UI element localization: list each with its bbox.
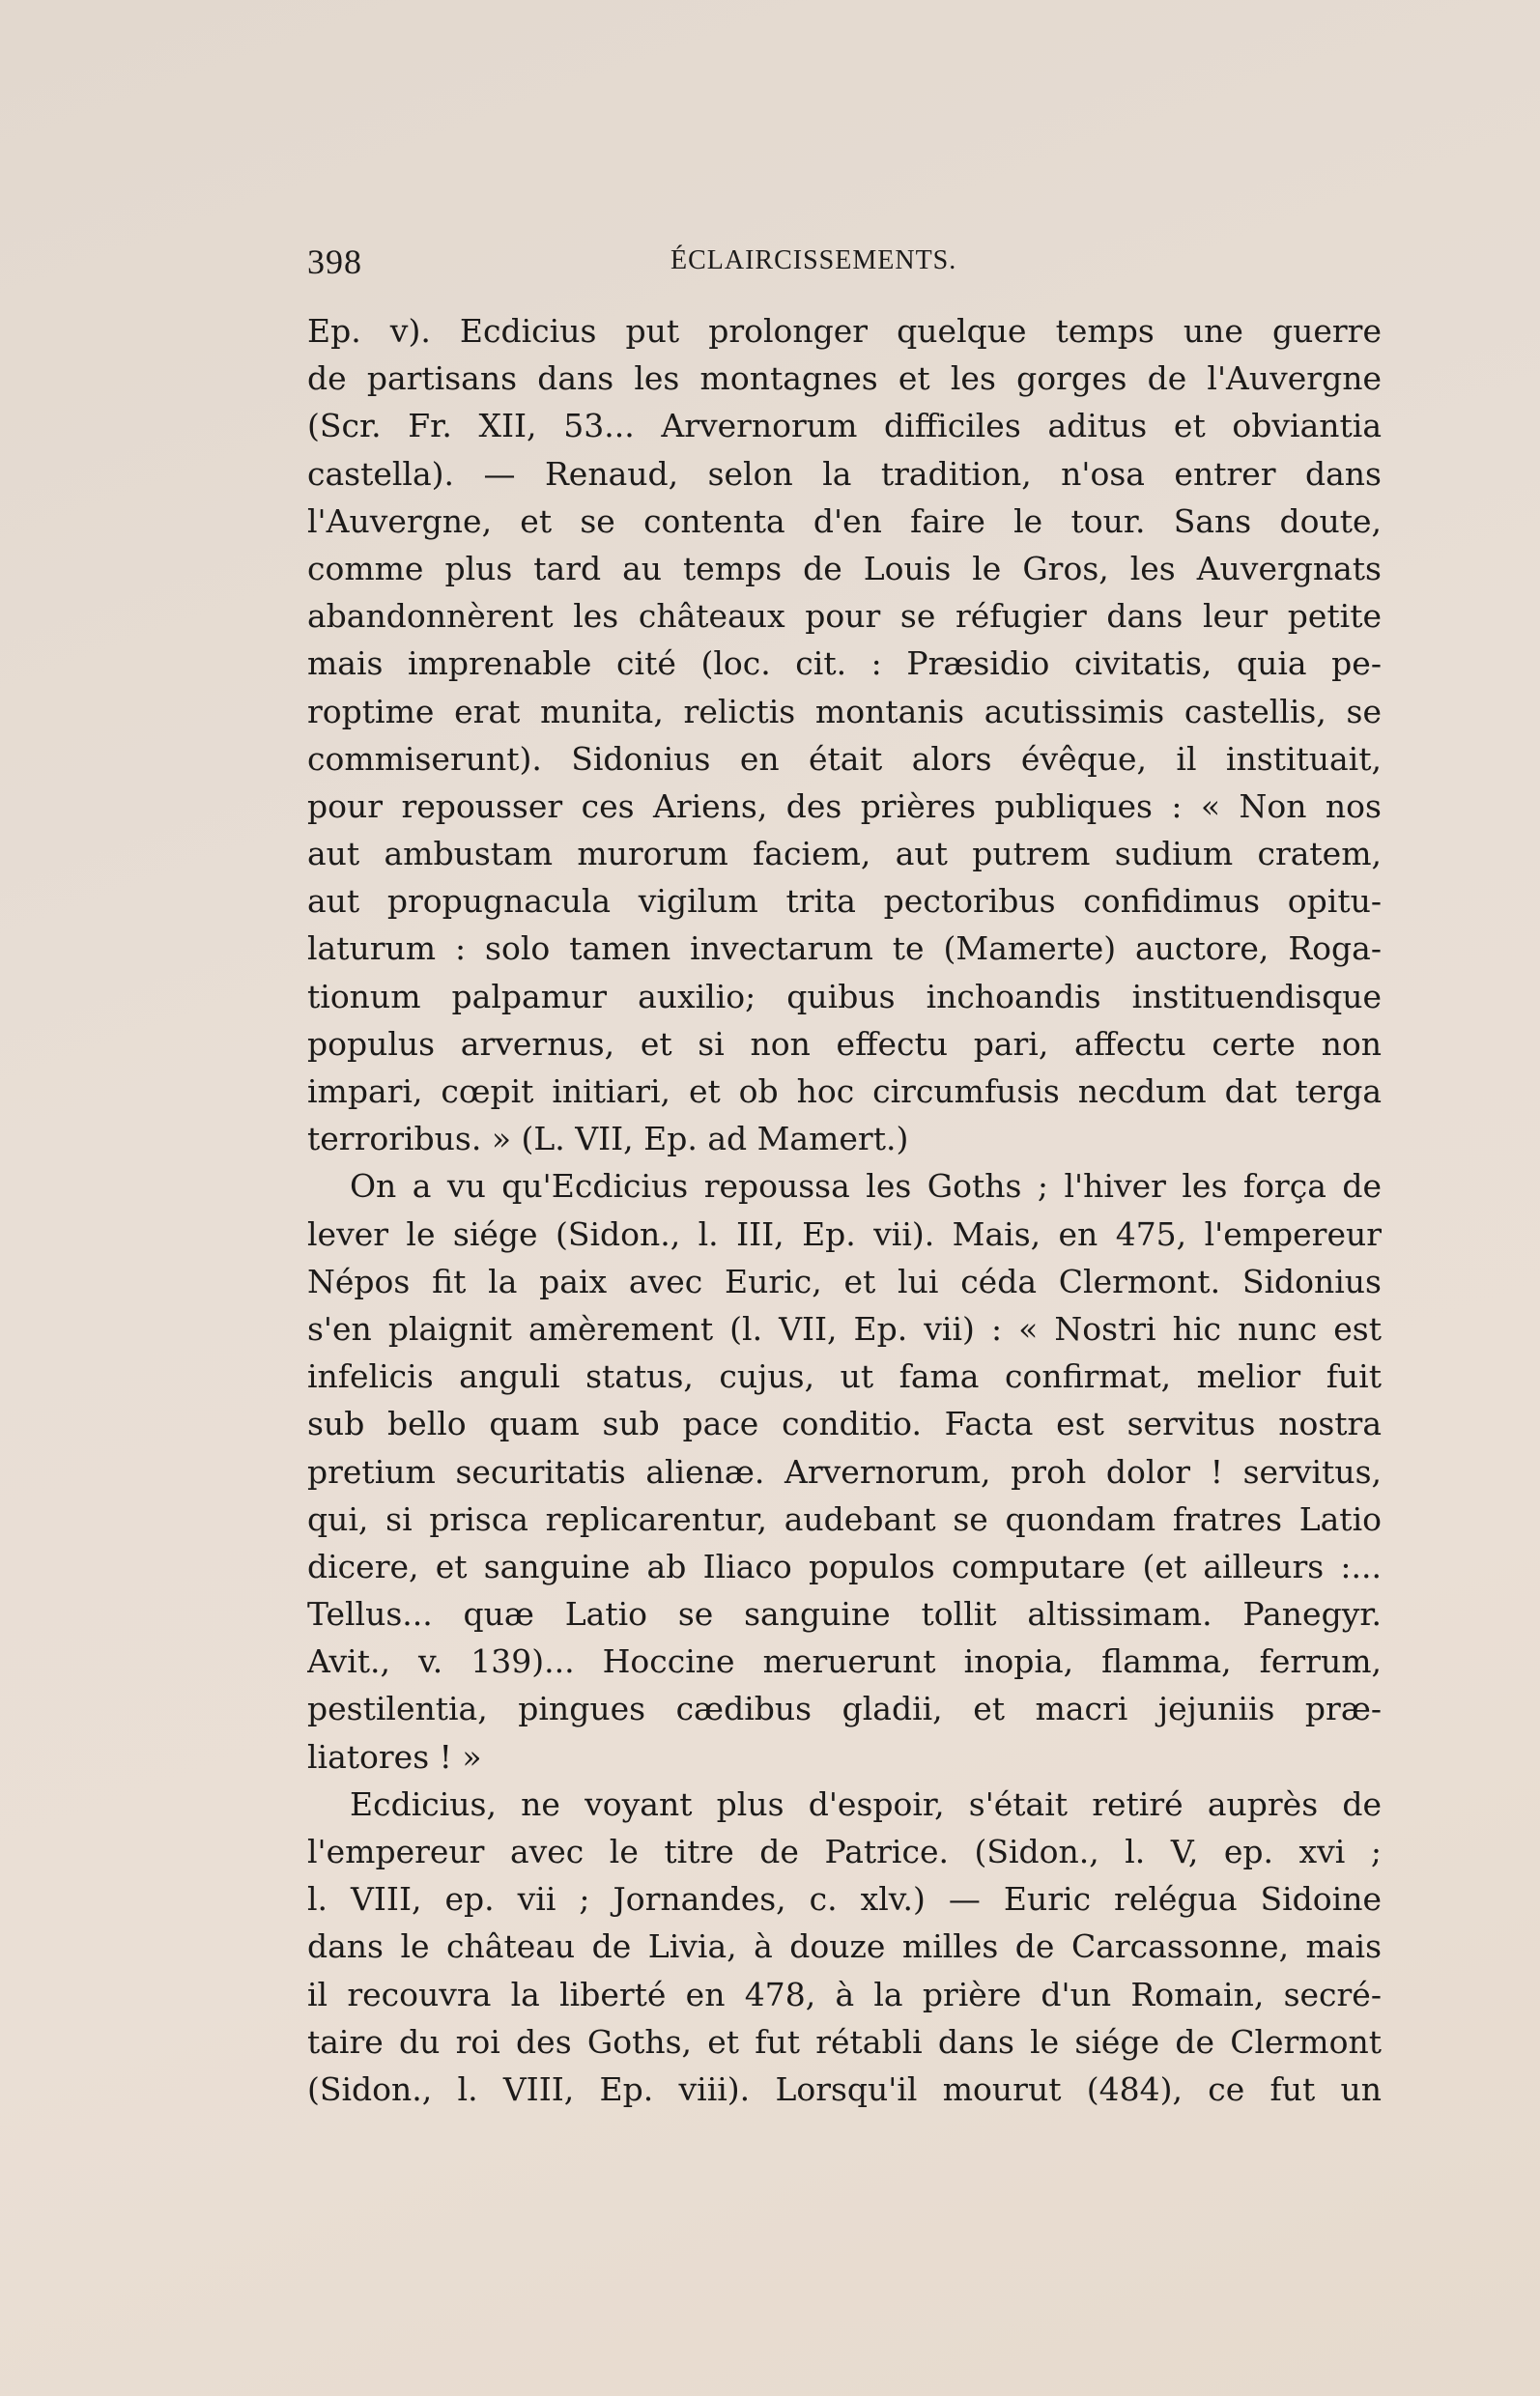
text-line: taire du roi des Goths, et fut rétabli dans le siége de Clermont [307, 2022, 1382, 2061]
text-line: mais imprenable cité (loc. cit. : Præsidio civitatis, quia pe- [307, 644, 1382, 683]
text-line: il recouvra la liberté en 478, à la prière d'un Romain, secré- [307, 1975, 1382, 2013]
text-line: (Sidon., l. VIII, Ep. viii). Lorsqu'il mourut (484), ce fut un [307, 2069, 1382, 2108]
text-line: infelicis anguli status, cujus, ut fama confirmat, melior fuit [307, 1357, 1382, 1396]
text-line: terroribus. » (L. VII, Ep. ad Mamert.) [307, 1120, 909, 1158]
text-line: Avit., v. 139)... Hoccine meruerunt inopia, flamma, ferrum, [307, 1642, 1382, 1681]
text-line: roptime erat munita, relictis montanis acutissimis castellis, se [307, 692, 1382, 730]
text-line: castella). — Renaud, selon la tradition, n'osa entrer dans [307, 454, 1382, 493]
text-line: pestilentia, pingues cædibus gladii, et macri jejuniis præ- [307, 1690, 1382, 1728]
text-line: Tellus... quæ Latio se sanguine tollit altissimam. Panegyr. [307, 1595, 1382, 1634]
text-line: sub bello quam sub pace conditio. Facta est servitus nostra [307, 1405, 1382, 1443]
text-line: comme plus tard au temps de Louis le Gros, les Auvergnats [307, 549, 1382, 587]
text-line: aut ambustam murorum faciem, aut putrem sudium cratem, [307, 835, 1382, 873]
running-title: ÉCLAIRCISSEMENTS. [670, 245, 957, 275]
body-text [307, 307, 1382, 2113]
text-line: (Scr. Fr. XII, 53... Arvernorum difficiles aditus et obviantia [307, 407, 1382, 445]
text-line: abandonnèrent les châteaux pour se réfugier dans leur petite [307, 597, 1382, 636]
text-line: Ep. v). Ecdicius put prolonger quelque temps une guerre [307, 312, 1382, 350]
text-line: l. VIII, ep. vii ; Jornandes, c. xlv.) — Euric relégua Sidoine [307, 1880, 1382, 1919]
page-number: 398 [307, 242, 362, 281]
text-line: tionum palpamur auxilio; quibus inchoandis instituendisque [307, 977, 1382, 1015]
page-header [307, 242, 1382, 290]
text-line: de partisans dans les montagnes et les gorges de l'Auvergne [307, 359, 1382, 398]
text-line: commiserunt). Sidonius en était alors évêque, il instituait, [307, 739, 1382, 778]
text-line: s'en plaignit amèrement (l. VII, Ep. vii) : « Nostri hic nunc est [307, 1309, 1382, 1348]
text-line: l'empereur avec le titre de Patrice. (Sidon., l. V, ep. xvi ; [307, 1833, 1382, 1870]
text-line: pour repousser ces Ariens, des prières publiques : « Non nos [307, 786, 1382, 825]
text-line: qui, si prisca replicarentur, audebant se quondam fratres Latio [307, 1499, 1382, 1538]
text-line: On a vu qu'Ecdicius repoussa les Goths ; l'hiver les força de [350, 1167, 1382, 1206]
text-line: l'Auvergne, et se contenta d'en faire le tour. Sans doute, [307, 501, 1382, 540]
text-line: dicere, et sanguine ab Iliaco populos computare (et ailleurs :... [307, 1547, 1382, 1585]
text-line: Népos fit la paix avec Euric, et lui céda Clermont. Sidonius [307, 1262, 1382, 1300]
text-line: laturum : solo tamen invectarum te (Mamerte) auctore, Roga- [307, 929, 1382, 968]
text-line: populus arvernus, et si non effectu pari, affectu certe non [307, 1024, 1382, 1063]
text-line: aut propugnacula vigilum trita pectoribus confidimus opitu- [307, 882, 1382, 921]
text-line: dans le château de Livia, à douze milles de Carcassonne, mais [307, 1927, 1382, 1966]
text-line: Ecdicius, ne voyant plus d'espoir, s'était retiré auprès de [350, 1784, 1382, 1823]
text-line: pretium securitatis alienæ. Arvernorum, proh dolor ! servitus, [307, 1452, 1382, 1491]
text-line: liatores ! » [307, 1737, 482, 1776]
text-line: impari, cœpit initiari, et ob hoc circumfusis necdum dat terga [307, 1072, 1382, 1110]
text-line: lever le siége (Sidon., l. III, Ep. vii). Mais, en 475, l'empereur [307, 1214, 1382, 1253]
